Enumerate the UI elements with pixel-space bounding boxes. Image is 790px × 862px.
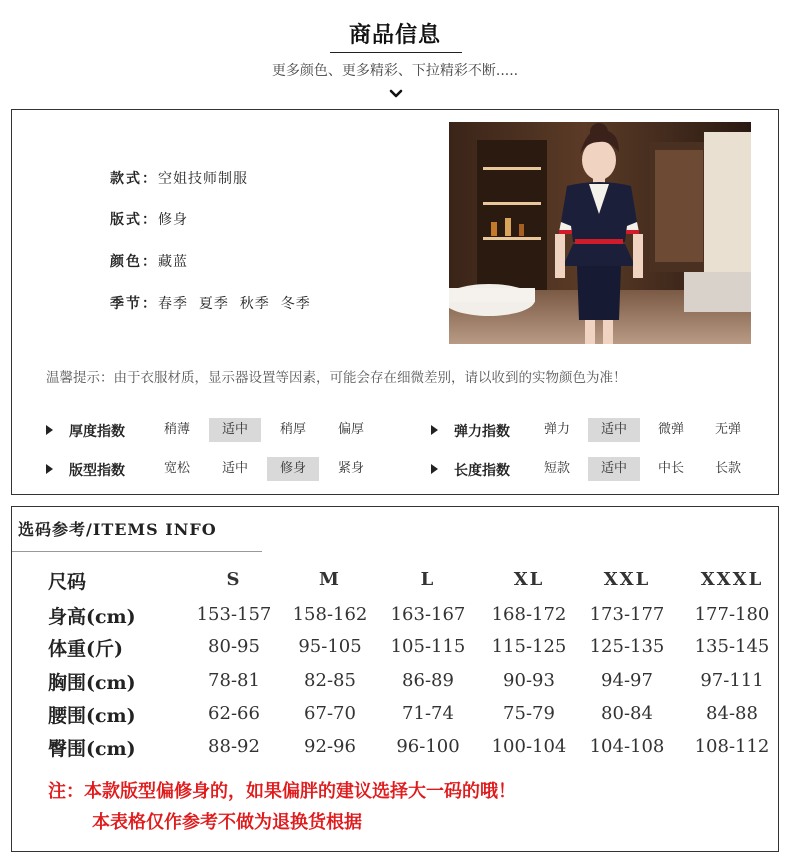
table-cell: 90-93: [503, 670, 555, 691]
size-row-weight: [12, 632, 780, 662]
attribute-value: 春季 夏季 秋季 冬季: [158, 296, 311, 312]
table-cell: 173-177: [589, 604, 665, 625]
index-option: 宽松: [163, 461, 190, 476]
size-chart-title: 选码参考/ITEMS INFO: [18, 520, 217, 539]
table-cell: 135-145: [694, 636, 770, 657]
table-cell: 78-81: [208, 670, 260, 691]
attribute-color: 颜色：藏蓝: [110, 254, 188, 270]
index-option-selected: 适中: [588, 457, 640, 481]
size-header-row: [12, 565, 780, 595]
size-header-label: 尺码: [48, 571, 87, 593]
table-cell: 125-135: [589, 636, 665, 657]
attribute-label: 款式: [110, 171, 142, 187]
table-cell: 153-157: [196, 604, 272, 625]
table-cell: 92-96: [304, 736, 356, 757]
row-label: 体重(斤): [48, 638, 123, 660]
index-thickness: [46, 418, 406, 442]
table-cell: 158-162: [292, 604, 368, 625]
index-option-selected: 修身: [267, 457, 319, 481]
index-option: 紧身: [337, 461, 364, 476]
warm-tip-text: 温馨提示：由于衣服材质，显示器设置等因素，可能会存在细微差别，请以收到的实物颜色为准！: [46, 370, 627, 386]
index-option: 弹力: [543, 422, 570, 437]
table-cell: 104-108: [589, 736, 665, 757]
title-underline: [330, 52, 462, 53]
index-option: 稍薄: [163, 422, 190, 437]
table-cell: 97-111: [700, 670, 764, 691]
table-cell: 94-97: [601, 670, 653, 691]
attribute-value: 空姐技师制服: [158, 171, 248, 187]
attribute-fit: 版式：修身: [110, 212, 188, 228]
size-name: XXL: [603, 569, 651, 590]
product-photo: [449, 122, 751, 344]
size-row-hip: [12, 732, 780, 762]
table-cell: 163-167: [390, 604, 466, 625]
chevron-down-icon: [389, 88, 403, 100]
row-label: 胸围(cm): [48, 672, 136, 694]
triangle-right-icon: [46, 425, 53, 435]
table-cell: 96-100: [396, 736, 460, 757]
table-cell: 168-172: [491, 604, 567, 625]
index-title: 长度指数: [454, 463, 510, 479]
table-cell: 177-180: [694, 604, 770, 625]
table-cell: 80-84: [601, 703, 653, 724]
attribute-label: 季节: [110, 296, 142, 312]
section-subtitle: 更多颜色、更多精彩、下拉精彩不断.....: [271, 63, 519, 79]
size-name: L: [420, 569, 436, 590]
index-option: 中长: [657, 461, 684, 476]
row-label: 臀围(cm): [48, 738, 136, 760]
table-cell: 80-95: [208, 636, 260, 657]
triangle-right-icon: [431, 464, 438, 474]
table-cell: 108-112: [694, 736, 770, 757]
table-cell: 86-89: [402, 670, 454, 691]
index-option-selected: 适中: [209, 418, 261, 442]
size-note: 注：本款版型偏修身的，如果偏胖的建议选择大一码的哦！: [48, 781, 516, 802]
index-option: 稍厚: [279, 422, 306, 437]
attribute-value: 修身: [158, 212, 188, 228]
table-cell: 115-125: [491, 636, 567, 657]
size-row-waist: [12, 699, 780, 729]
index-option: 短款: [543, 461, 570, 476]
index-option: 微弹: [657, 422, 684, 437]
index-option: 偏厚: [337, 422, 364, 437]
index-option: 长款: [714, 461, 741, 476]
triangle-right-icon: [46, 464, 53, 474]
triangle-right-icon: [431, 425, 438, 435]
size-chart-panel: [11, 506, 779, 852]
size-disclaimer: 本表格仅作参考不做为退换货根据: [92, 812, 362, 833]
table-cell: 95-105: [298, 636, 362, 657]
section-title: 商品信息: [348, 23, 441, 48]
table-cell: 82-85: [304, 670, 356, 691]
size-name: XL: [513, 569, 545, 590]
index-option: 适中: [221, 461, 248, 476]
index-length: [431, 457, 771, 481]
table-cell: 75-79: [503, 703, 555, 724]
product-info-panel: [11, 109, 779, 495]
index-title: 版型指数: [69, 463, 125, 479]
index-fit: [46, 457, 406, 481]
table-cell: 71-74: [402, 703, 454, 724]
attribute-value: 藏蓝: [158, 254, 188, 270]
size-row-height: [12, 600, 780, 630]
row-label: 腰围(cm): [48, 705, 136, 727]
index-title: 弹力指数: [454, 424, 510, 440]
size-name: XXXL: [700, 569, 764, 590]
attribute-label: 版式: [110, 212, 142, 228]
index-option-selected: 适中: [588, 418, 640, 442]
size-row-bust: [12, 666, 780, 696]
table-cell: 88-92: [208, 736, 260, 757]
size-name: S: [226, 569, 242, 590]
table-cell: 105-115: [390, 636, 466, 657]
attribute-season: 季节：春季 夏季 秋季 冬季: [110, 296, 311, 312]
row-label: 身高(cm): [48, 606, 136, 628]
index-elasticity: [431, 418, 771, 442]
table-cell: 62-66: [208, 703, 260, 724]
size-name: M: [319, 569, 341, 590]
table-cell: 67-70: [304, 703, 356, 724]
attribute-style: 款式：空姐技师制服: [110, 171, 248, 187]
index-title: 厚度指数: [69, 424, 125, 440]
table-cell: 84-88: [706, 703, 758, 724]
title-divider: [12, 551, 262, 552]
index-option: 无弹: [714, 422, 741, 437]
table-cell: 100-104: [491, 736, 567, 757]
attribute-label: 颜色: [110, 254, 142, 270]
